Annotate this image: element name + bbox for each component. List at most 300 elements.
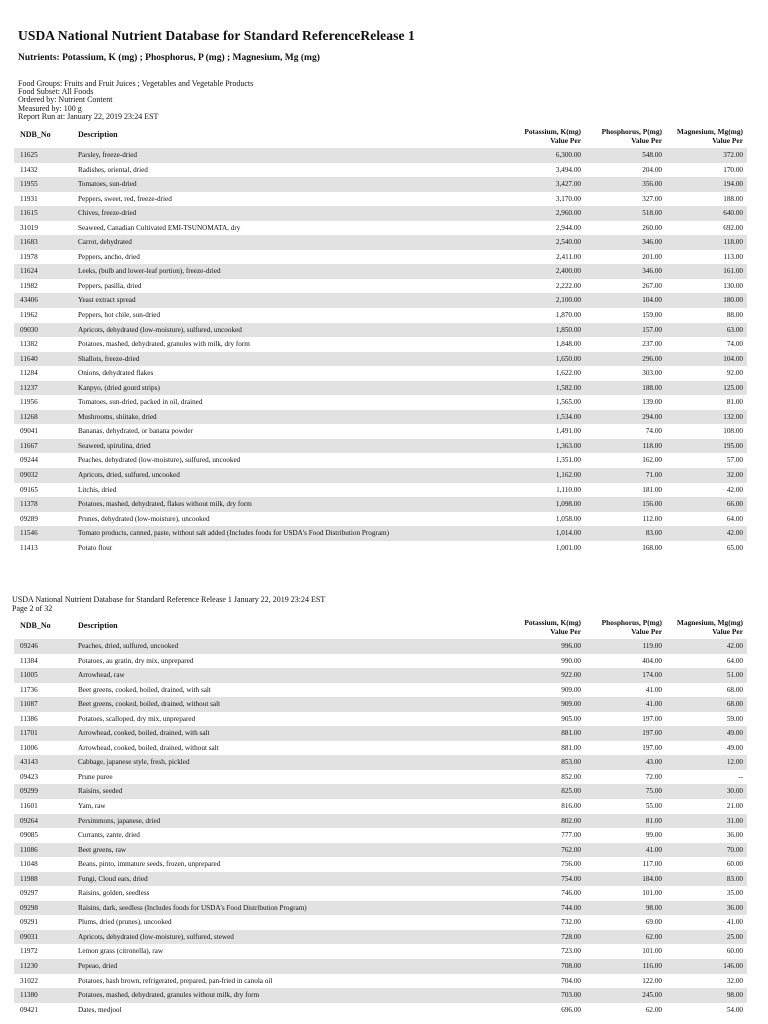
phosphorus-value: 69.00 bbox=[645, 918, 662, 927]
report-meta bbox=[18, 80, 253, 121]
potassium-value: 732.00 bbox=[561, 918, 581, 927]
ndb-number: 11378 bbox=[20, 500, 38, 509]
table-row bbox=[14, 915, 747, 930]
table-row bbox=[14, 944, 747, 959]
magnesium-value: 104.00 bbox=[723, 354, 743, 363]
phosphorus-value: 62.00 bbox=[645, 1005, 662, 1014]
ndb-number: 11615 bbox=[20, 209, 38, 218]
phosphorus-value: 62.00 bbox=[645, 932, 662, 941]
magnesium-value: 170.00 bbox=[723, 165, 743, 174]
ndb-number: 09289 bbox=[20, 514, 38, 523]
table-row bbox=[14, 221, 747, 236]
potassium-value: 2,944.00 bbox=[555, 223, 581, 232]
magnesium-value: 42.00 bbox=[726, 642, 743, 650]
magnesium-value: 132.00 bbox=[723, 412, 743, 421]
food-description: Fungi, Cloud ears, dried bbox=[78, 874, 148, 883]
ndb-number: 09041 bbox=[20, 427, 38, 436]
potassium-value: 1,870.00 bbox=[555, 311, 581, 320]
magnesium-value: 68.00 bbox=[726, 700, 743, 709]
table-row bbox=[14, 279, 747, 294]
ndb-number: 11087 bbox=[20, 700, 38, 709]
ndb-number: 11624 bbox=[20, 267, 38, 276]
ndb-number: 11086 bbox=[20, 845, 38, 854]
food-description: Yeast extract spread bbox=[78, 296, 136, 305]
magnesium-value: 21.00 bbox=[726, 802, 743, 811]
ndb-number: 11413 bbox=[20, 543, 38, 552]
ndb-number: 09030 bbox=[20, 325, 38, 334]
potassium-value: 2,960.00 bbox=[555, 209, 581, 218]
magnesium-value: 12.00 bbox=[726, 758, 743, 767]
potassium-value: 1,848.00 bbox=[555, 340, 581, 349]
table-row bbox=[14, 799, 747, 814]
potassium-value: 905.00 bbox=[561, 714, 581, 723]
magnesium-value: 51.00 bbox=[726, 671, 743, 680]
potassium-header-unit: Value Per bbox=[550, 626, 581, 636]
phosphorus-value: 55.00 bbox=[645, 802, 662, 811]
potassium-value: 754.00 bbox=[561, 874, 581, 883]
potassium-value: 852.00 bbox=[561, 772, 581, 781]
food-description: Raisins, seeded bbox=[78, 787, 123, 796]
magnesium-value: 92.00 bbox=[726, 369, 743, 378]
potassium-value: 762.00 bbox=[561, 845, 581, 854]
food-description: Potatoes, mashed, dehydrated, granules without milk, dry form bbox=[78, 991, 260, 1000]
table-row bbox=[14, 755, 747, 770]
magnesium-value: 35.00 bbox=[726, 889, 743, 898]
table-row bbox=[14, 439, 747, 454]
phosphorus-value: 237.00 bbox=[642, 340, 662, 349]
ndb-number: 11683 bbox=[20, 238, 38, 247]
food-description: Potatoes, au gratin, dry mix, unprepared bbox=[78, 656, 194, 665]
report-title: USDA National Nutrient Database for Standard ReferenceRelease 1 bbox=[18, 28, 415, 43]
food-description: Radishes, oriental, dried bbox=[78, 165, 148, 174]
potassium-value: 2,400.00 bbox=[555, 267, 581, 276]
magnesium-column-header bbox=[663, 128, 743, 145]
food-description: Raisins, dark, seedless (Includes foods for USDA's Food Distribution Program) bbox=[78, 903, 307, 912]
magnesium-value: 41.00 bbox=[726, 918, 743, 927]
magnesium-value: 692.00 bbox=[723, 223, 743, 232]
phosphorus-value: 181.00 bbox=[642, 485, 662, 494]
table-row bbox=[14, 541, 747, 554]
table-row bbox=[14, 784, 747, 799]
magnesium-header-name: Magnesium, Mg(mg) bbox=[676, 127, 743, 136]
food-description: Shallots, freeze-dried bbox=[78, 354, 140, 363]
ndb-number: 09246 bbox=[20, 642, 38, 650]
phosphorus-value: 162.00 bbox=[642, 456, 662, 465]
potassium-value: 777.00 bbox=[561, 831, 581, 840]
phosphorus-value: 174.00 bbox=[642, 671, 662, 680]
phosphorus-value: 101.00 bbox=[642, 947, 662, 956]
table-row bbox=[14, 741, 747, 756]
table-row bbox=[14, 512, 747, 527]
page-2-header-line: USDA National Nutrient Database for Standard Reference Release 1 January 22, 2019 23:24 EST bbox=[12, 595, 326, 604]
potassium-value: 990.00 bbox=[561, 656, 581, 665]
magnesium-value: 74.00 bbox=[726, 340, 743, 349]
potassium-value: 802.00 bbox=[561, 816, 581, 825]
potassium-value: 996.00 bbox=[561, 642, 581, 650]
food-description: Tomatoes, sun-dried bbox=[78, 180, 137, 189]
magnesium-value: 640.00 bbox=[723, 209, 743, 218]
table-row bbox=[14, 337, 747, 352]
ndb-number: 43143 bbox=[20, 758, 38, 767]
ndb-number: 09297 bbox=[20, 889, 38, 898]
phosphorus-header-unit: Value Per bbox=[631, 626, 662, 636]
table-row bbox=[14, 366, 747, 381]
food-description: Cabbage, japanese style, fresh, pickled bbox=[78, 758, 190, 767]
magnesium-value: 64.00 bbox=[726, 656, 743, 665]
ndb-column-header: NDB_No bbox=[20, 621, 51, 630]
ndb-number: 11432 bbox=[20, 165, 38, 174]
table-row bbox=[14, 1003, 747, 1018]
phosphorus-value: 119.00 bbox=[642, 642, 662, 650]
potassium-value: 6,300.00 bbox=[555, 151, 581, 159]
potassium-value: 881.00 bbox=[561, 743, 581, 752]
ndb-number: 31022 bbox=[20, 976, 38, 985]
magnesium-value: 188.00 bbox=[723, 194, 743, 203]
ndb-number: 11048 bbox=[20, 860, 38, 869]
ndb-number: 11736 bbox=[20, 685, 38, 694]
table-row bbox=[14, 526, 747, 541]
ndb-number: 09085 bbox=[20, 831, 38, 840]
ndb-number: 11955 bbox=[20, 180, 38, 189]
table-row bbox=[14, 381, 747, 396]
magnesium-value: 83.00 bbox=[726, 874, 743, 883]
phosphorus-value: 72.00 bbox=[645, 772, 662, 781]
table-row bbox=[14, 930, 747, 945]
ndb-number: 11284 bbox=[20, 369, 38, 378]
ndb-column-header: NDB_No bbox=[20, 130, 51, 139]
potassium-value: 3,494.00 bbox=[555, 165, 581, 174]
ndb-number: 11972 bbox=[20, 947, 38, 956]
phosphorus-value: 81.00 bbox=[645, 816, 662, 825]
table-row bbox=[14, 497, 747, 512]
magnesium-header-unit: Value Per bbox=[712, 626, 743, 636]
food-description: Kanpyo, (dried gourd strips) bbox=[78, 383, 160, 392]
food-description: Persimmons, japanese, dried bbox=[78, 816, 161, 825]
ndb-number: 43406 bbox=[20, 296, 38, 305]
potassium-value: 1,622.00 bbox=[555, 369, 581, 378]
food-description: Potatoes, mashed, dehydrated, granules with milk, dry form bbox=[78, 340, 250, 349]
potassium-value: 1,491.00 bbox=[555, 427, 581, 436]
phosphorus-value: 548.00 bbox=[642, 151, 662, 159]
magnesium-value: 31.00 bbox=[726, 816, 743, 825]
table-row bbox=[14, 453, 747, 468]
ndb-number: 09423 bbox=[20, 772, 38, 781]
table-row bbox=[14, 410, 747, 425]
magnesium-value: 49.00 bbox=[726, 743, 743, 752]
phosphorus-value: 112.00 bbox=[642, 514, 662, 523]
table-body bbox=[14, 148, 747, 554]
food-description: Arrowhead, cooked, boiled, drained, without salt bbox=[78, 743, 219, 752]
food-description: Arrowhead, raw bbox=[78, 671, 125, 680]
magnesium-value: 130.00 bbox=[723, 281, 743, 290]
magnesium-value: 66.00 bbox=[726, 500, 743, 509]
ndb-number: 11005 bbox=[20, 671, 38, 680]
potassium-value: 816.00 bbox=[561, 802, 581, 811]
phosphorus-value: 346.00 bbox=[642, 267, 662, 276]
ndb-number: 11380 bbox=[20, 991, 38, 1000]
food-description: Peppers, ancho, dried bbox=[78, 252, 140, 261]
magnesium-value: 70.00 bbox=[726, 845, 743, 854]
magnesium-value: 36.00 bbox=[726, 831, 743, 840]
table-row bbox=[14, 395, 747, 410]
food-description: Bananas, dehydrated, or banana powder bbox=[78, 427, 193, 436]
magnesium-header-unit: Value Per bbox=[712, 135, 743, 145]
food-description: Beet greens, raw bbox=[78, 845, 127, 854]
table-row bbox=[14, 206, 747, 221]
food-subset-line: Food Subset: All Foods bbox=[18, 87, 94, 97]
ndb-number: 11601 bbox=[20, 802, 38, 811]
ndb-number: 11982 bbox=[20, 281, 38, 290]
phosphorus-value: 197.00 bbox=[642, 714, 662, 723]
phosphorus-value: 101.00 bbox=[642, 889, 662, 898]
magnesium-value: 88.00 bbox=[726, 311, 743, 320]
table-row bbox=[14, 177, 747, 192]
table-header bbox=[14, 619, 747, 639]
food-description: Onions, dehydrated flakes bbox=[78, 369, 154, 378]
nutrient-table-page-1 bbox=[14, 128, 747, 554]
potassium-value: 2,100.00 bbox=[555, 296, 581, 305]
food-groups-line: Food Groups: Fruits and Fruit Juices ; Vegetables and Vegetable Products bbox=[18, 79, 254, 88]
table-row bbox=[14, 468, 747, 483]
food-description: Peppers, sweet, red, freeze-dried bbox=[78, 194, 172, 203]
magnesium-value: 42.00 bbox=[726, 529, 743, 538]
ndb-number: 09244 bbox=[20, 456, 38, 465]
ndb-number: 09291 bbox=[20, 918, 38, 927]
table-row bbox=[14, 235, 747, 250]
phosphorus-value: 41.00 bbox=[645, 700, 662, 709]
phosphorus-value: 168.00 bbox=[642, 543, 662, 552]
food-description: Tomatoes, sun-dried, packed in oil, drained bbox=[78, 398, 203, 407]
phosphorus-value: 117.00 bbox=[642, 860, 662, 869]
phosphorus-value: 71.00 bbox=[645, 471, 662, 480]
phosphorus-value: 346.00 bbox=[642, 238, 662, 247]
potassium-value: 728.00 bbox=[561, 932, 581, 941]
phosphorus-header-unit: Value Per bbox=[631, 135, 662, 145]
magnesium-value: 108.00 bbox=[723, 427, 743, 436]
phosphorus-value: 518.00 bbox=[642, 209, 662, 218]
magnesium-header-name: Magnesium, Mg(mg) bbox=[676, 618, 743, 627]
potassium-value: 744.00 bbox=[561, 903, 581, 912]
measured-by-line: Measured by: 100 g bbox=[18, 103, 82, 113]
potassium-value: 2,411.00 bbox=[556, 252, 581, 261]
potassium-header-name: Potassium, K(mg) bbox=[524, 127, 581, 136]
table-row bbox=[14, 264, 747, 279]
magnesium-value: 60.00 bbox=[726, 947, 743, 956]
ordered-by-line: Ordered by: Nutrient Content bbox=[18, 95, 113, 105]
table-row bbox=[14, 901, 747, 916]
table-row bbox=[14, 352, 747, 367]
potassium-value: 1,534.00 bbox=[555, 412, 581, 421]
phosphorus-value: 122.00 bbox=[642, 976, 662, 985]
potassium-value: 1,110.00 bbox=[556, 485, 581, 494]
food-description: Lemon grass (citronella), raw bbox=[78, 947, 164, 956]
ndb-number: 11978 bbox=[20, 252, 38, 261]
phosphorus-value: 204.00 bbox=[642, 165, 662, 174]
ndb-number: 11931 bbox=[20, 194, 38, 203]
potassium-value: 909.00 bbox=[561, 685, 581, 694]
magnesium-value: 68.00 bbox=[726, 685, 743, 694]
potassium-column-header bbox=[491, 619, 581, 636]
ndb-number: 11006 bbox=[20, 743, 38, 752]
phosphorus-value: 157.00 bbox=[642, 325, 662, 334]
table-row bbox=[14, 988, 747, 1003]
magnesium-value: 42.00 bbox=[726, 485, 743, 494]
magnesium-value: 180.00 bbox=[723, 296, 743, 305]
potassium-header-unit: Value Per bbox=[550, 135, 581, 145]
ndb-number: 09032 bbox=[20, 471, 38, 480]
magnesium-value: 194.00 bbox=[723, 180, 743, 189]
table-row bbox=[14, 308, 747, 323]
magnesium-value: 60.00 bbox=[726, 860, 743, 869]
potassium-value: 2,540.00 bbox=[555, 238, 581, 247]
food-description: Peppers, hot chile, sun-dried bbox=[78, 311, 161, 320]
food-description: Seaweed, spirulina, dried bbox=[78, 441, 151, 450]
food-description: Prunes, dehydrated (low-moisture), uncooked bbox=[78, 514, 210, 523]
ndb-number: 11962 bbox=[20, 311, 38, 320]
phosphorus-value: 303.00 bbox=[642, 369, 662, 378]
potassium-value: 746.00 bbox=[561, 889, 581, 898]
table-row bbox=[14, 843, 747, 858]
ndb-number: 11640 bbox=[20, 354, 38, 363]
magnesium-value: 63.00 bbox=[726, 325, 743, 334]
potassium-value: 1,582.00 bbox=[555, 383, 581, 392]
phosphorus-value: 197.00 bbox=[642, 729, 662, 738]
magnesium-value: 146.00 bbox=[723, 962, 743, 971]
table-row bbox=[14, 668, 747, 683]
table-row bbox=[14, 770, 747, 785]
food-description: Currants, zante, dried bbox=[78, 831, 140, 840]
magnesium-value: 161.00 bbox=[723, 267, 743, 276]
phosphorus-value: 197.00 bbox=[642, 743, 662, 752]
potassium-value: 2,222.00 bbox=[555, 281, 581, 290]
ndb-number: 09264 bbox=[20, 816, 38, 825]
phosphorus-value: 356.00 bbox=[642, 180, 662, 189]
food-description: Potato flour bbox=[78, 543, 113, 552]
table-row bbox=[14, 163, 747, 178]
phosphorus-value: 118.00 bbox=[642, 441, 662, 450]
potassium-value: 703.00 bbox=[561, 991, 581, 1000]
potassium-header-name: Potassium, K(mg) bbox=[524, 618, 581, 627]
phosphorus-value: 188.00 bbox=[642, 383, 662, 392]
food-description: Carrot, dehydrated bbox=[78, 238, 132, 247]
phosphorus-value: 43.00 bbox=[645, 758, 662, 767]
food-description: Potatoes, scalloped, dry mix, unprepared bbox=[78, 714, 196, 723]
food-description: Leeks, (bulb and lower-leaf portion), freeze-dried bbox=[78, 267, 221, 276]
table-row bbox=[14, 148, 747, 163]
phosphorus-value: 83.00 bbox=[645, 529, 662, 538]
magnesium-value: 65.00 bbox=[726, 543, 743, 552]
table-row bbox=[14, 857, 747, 872]
food-description: Litchis, dried bbox=[78, 485, 117, 494]
magnesium-value: 30.00 bbox=[726, 787, 743, 796]
potassium-column-header bbox=[491, 128, 581, 145]
ndb-number: 09165 bbox=[20, 485, 38, 494]
description-column-header: Description bbox=[78, 621, 118, 630]
table-row bbox=[14, 712, 747, 727]
table-row bbox=[14, 828, 747, 843]
magnesium-value: 36.00 bbox=[726, 903, 743, 912]
ndb-number: 11386 bbox=[20, 714, 38, 723]
phosphorus-value: 41.00 bbox=[645, 685, 662, 694]
potassium-value: 1,850.00 bbox=[555, 325, 581, 334]
magnesium-column-header bbox=[663, 619, 743, 636]
potassium-value: 696.00 bbox=[561, 1005, 581, 1014]
phosphorus-value: 201.00 bbox=[642, 252, 662, 261]
phosphorus-value: 327.00 bbox=[642, 194, 662, 203]
magnesium-value: 195.00 bbox=[723, 441, 743, 450]
magnesium-value: 32.00 bbox=[726, 976, 743, 985]
phosphorus-value: 260.00 bbox=[642, 223, 662, 232]
page-2-header bbox=[12, 596, 325, 613]
ndb-number: 09298 bbox=[20, 903, 38, 912]
table-row bbox=[14, 814, 747, 829]
potassium-value: 723.00 bbox=[561, 947, 581, 956]
food-description: Prune puree bbox=[78, 772, 113, 781]
phosphorus-value: 116.00 bbox=[642, 962, 662, 971]
potassium-value: 3,170.00 bbox=[555, 194, 581, 203]
potassium-value: 1,058.00 bbox=[555, 514, 581, 523]
table-row bbox=[14, 323, 747, 338]
food-description: Peaches, dried, sulfured, uncooked bbox=[78, 642, 179, 650]
magnesium-value: 54.00 bbox=[726, 1005, 743, 1014]
phosphorus-value: 404.00 bbox=[642, 656, 662, 665]
potassium-value: 756.00 bbox=[561, 860, 581, 869]
food-description: Apricots, dried, sulfured, uncooked bbox=[78, 471, 180, 480]
food-description: Dates, medjool bbox=[78, 1005, 122, 1014]
ndb-number: 31019 bbox=[20, 223, 38, 232]
phosphorus-column-header bbox=[582, 128, 662, 145]
potassium-value: 708.00 bbox=[561, 962, 581, 971]
magnesium-value: 49.00 bbox=[726, 729, 743, 738]
potassium-value: 1,162.00 bbox=[555, 471, 581, 480]
potassium-value: 1,650.00 bbox=[555, 354, 581, 363]
food-description: Tomato products, canned, paste, without salt added (Includes foods for USDA's Food Distribution Program) bbox=[78, 529, 390, 538]
table-row bbox=[14, 654, 747, 669]
table-row bbox=[14, 483, 747, 498]
table-row bbox=[14, 250, 747, 265]
ndb-number: 11382 bbox=[20, 340, 38, 349]
potassium-value: 881.00 bbox=[561, 729, 581, 738]
potassium-value: 1,001.00 bbox=[555, 543, 581, 552]
ndb-number: 11384 bbox=[20, 656, 38, 665]
potassium-value: 1,098.00 bbox=[555, 500, 581, 509]
table-row bbox=[14, 293, 747, 308]
magnesium-value: 59.00 bbox=[726, 714, 743, 723]
ndb-number: 11546 bbox=[20, 529, 38, 538]
table-row bbox=[14, 424, 747, 439]
potassium-value: 825.00 bbox=[561, 787, 581, 796]
table-row bbox=[14, 974, 747, 989]
magnesium-value: 98.00 bbox=[726, 991, 743, 1000]
phosphorus-value: 74.00 bbox=[645, 427, 662, 436]
ndb-number: 11268 bbox=[20, 412, 38, 421]
table-row bbox=[14, 639, 747, 654]
magnesium-value: -- bbox=[738, 772, 743, 781]
nutrient-table-page-2 bbox=[14, 619, 747, 1017]
magnesium-value: 372.00 bbox=[723, 151, 743, 159]
phosphorus-value: 245.00 bbox=[642, 991, 662, 1000]
phosphorus-value: 104.00 bbox=[642, 296, 662, 305]
magnesium-value: 113.00 bbox=[723, 252, 743, 261]
potassium-value: 909.00 bbox=[561, 700, 581, 709]
food-description: Beet greens, cooked, boiled, drained, without salt bbox=[78, 700, 221, 709]
ndb-number: 11667 bbox=[20, 441, 38, 450]
table-row bbox=[14, 192, 747, 207]
table-header bbox=[14, 128, 747, 148]
phosphorus-value: 184.00 bbox=[642, 874, 662, 883]
table-row bbox=[14, 697, 747, 712]
magnesium-value: 57.00 bbox=[726, 456, 743, 465]
